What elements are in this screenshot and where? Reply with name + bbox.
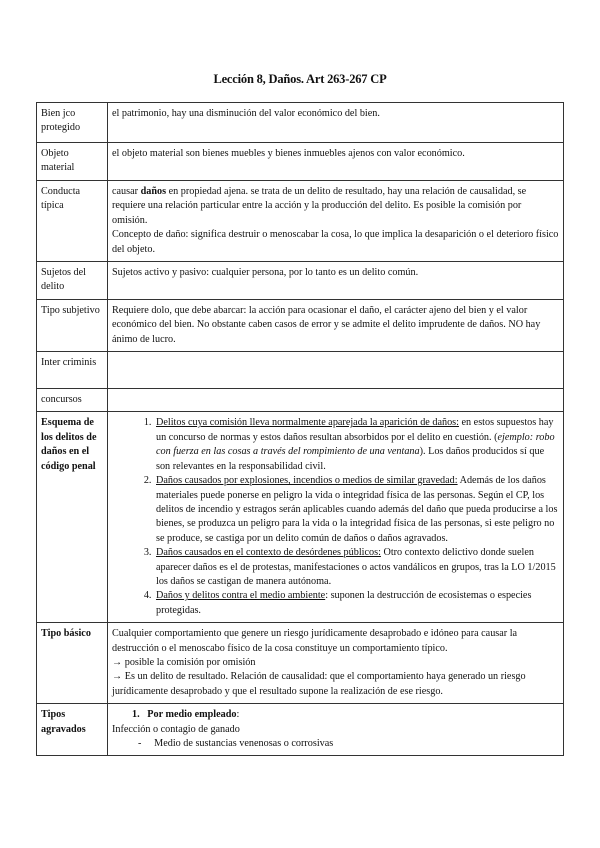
concept-text: Concepto de daño: significa destruir o menoscabar la cosa, lo que implica la desaparición o el deterioro físico del objeto. [112,229,559,255]
table-row [37,181,564,262]
subheading-colon: : [236,709,240,721]
text-run: en propiedad ajena. se trata de un delito de resultado, hay una relación de causalidad, se requiere una relación particular entre la acción y la producción del delito. Es posible la comisión por omisión. [112,186,527,226]
row-value [108,181,564,262]
paragraph: → Es un delito de resultado. Relación de causalidad: que el comportamiento haya generado un riesgo jurídicamente desaprobado y que el resultado supone la realización de ese riesgo. [112,671,526,697]
item-heading: Daños y delitos contra el medio ambiente [156,590,326,602]
subheading-number: 1. [132,709,140,721]
dash-item [112,737,559,751]
row-label: Conducta típica [37,181,108,262]
item-text: ). Los daños producidos sí que son relevantes en la responsabilidad civil. [156,446,545,472]
list-item [154,589,559,618]
row-label: Objeto material [37,143,108,181]
table-row [37,262,564,300]
scheme-list [112,416,559,618]
row-label: Tipo subjetivo [37,299,108,351]
paragraph: Cualquier comportamiento que genere un riesgo jurídicamente desaprobado e idóneo para causar la destrucción o el menoscabo físico de la cosa constituye un comportamiento típico. [112,628,518,654]
page-title: Lección 8, Daños. Art 263-267 CP [213,72,387,86]
row-value [108,412,564,623]
item-text: Otro contexto delictivo donde suelen aparecer daños es el de protestas, manifestaciones o actos vandálicos en grupos, tras la LO 1/2015 los daños se castigan de manera autónoma. [156,547,556,587]
item-heading: Daños causados por explosiones, incendios o medios de similar gravedad: [156,475,458,487]
item-heading: Daños causados en el contexto de desórdenes públicos: [156,547,381,559]
subheading [112,708,559,722]
row-value [108,704,564,756]
item-text: : suponen la destrucción de ecosistemas o especies protegidas. [156,590,532,616]
bold-term: daños [140,186,167,197]
row-label: Tipo básico [37,623,108,704]
table-row [37,143,564,181]
row-value: el patrimonio, hay una disminución del valor económico del bien. [108,103,564,143]
row-value: Requiere dolo, que debe abarcar: la acción para ocasionar el daño, el carácter ajeno del bien y el valor económico del bien. No obstante caben casos de error y se admite el delito imprudente de daños. NO hay ánimo de lucro. [108,299,564,351]
table-row [37,299,564,351]
row-label: Tipos agravados [37,704,108,756]
row-label: Bien jco protegido [37,103,108,143]
row-label: Sujetos del delito [37,262,108,300]
list-item [154,416,559,474]
row-label: Esquema de los delitos de daños en el código penal [37,412,108,623]
table-row [37,352,564,389]
row-label: concursos [37,389,108,412]
row-value: el objeto material son bienes muebles y bienes inmuebles ajenos con valor económico. [108,143,564,181]
paragraph: Infección o contagio de ganado [112,723,240,735]
list-item [154,474,559,546]
list-item [154,546,559,589]
example-text: ejemplo: robo con fuerza en las cosas a través del rompimiento de una ventana [156,431,555,458]
item-heading: Delitos cuya comisión lleva normalmente aparejada la aparición de daños: [156,417,459,429]
item-text: Además de los daños materiales puede ponerse en peligro la vida o integridad física de las personas. Según el CP, los delitos de incendio y estragos serán aplicables cuando además del daño que pueda producirse a los bienes, se produzca un peligro para la vida o la integridad física de las personas, si este peligro no se produce, se castiga por un delito común de daños o daños agravados. [156,475,558,544]
summary-table [36,102,564,756]
table-row [37,623,564,704]
table-row [37,412,564,623]
row-value [108,623,564,704]
text-run: causar [112,186,141,197]
row-value: Sujetos activo y pasivo: cualquier persona, por lo tanto es un delito común. [108,262,564,300]
item-text: en estos supuestos hay un concurso de normas y estos daños resultan absorbidos por el delito en cuestión. ( [156,417,554,443]
row-value [108,389,564,412]
table-row [37,103,564,143]
table-row [37,389,564,412]
dash-marker: - [138,738,142,749]
row-label: Inter criminis [37,352,108,389]
row-value [108,352,564,389]
dash-text: Medio de sustancias venenosas o corrosivas [154,738,334,749]
subheading-text: Por medio empleado [147,709,237,721]
table-row [37,704,564,756]
paragraph: → posible la comisión por omisión [112,656,256,668]
